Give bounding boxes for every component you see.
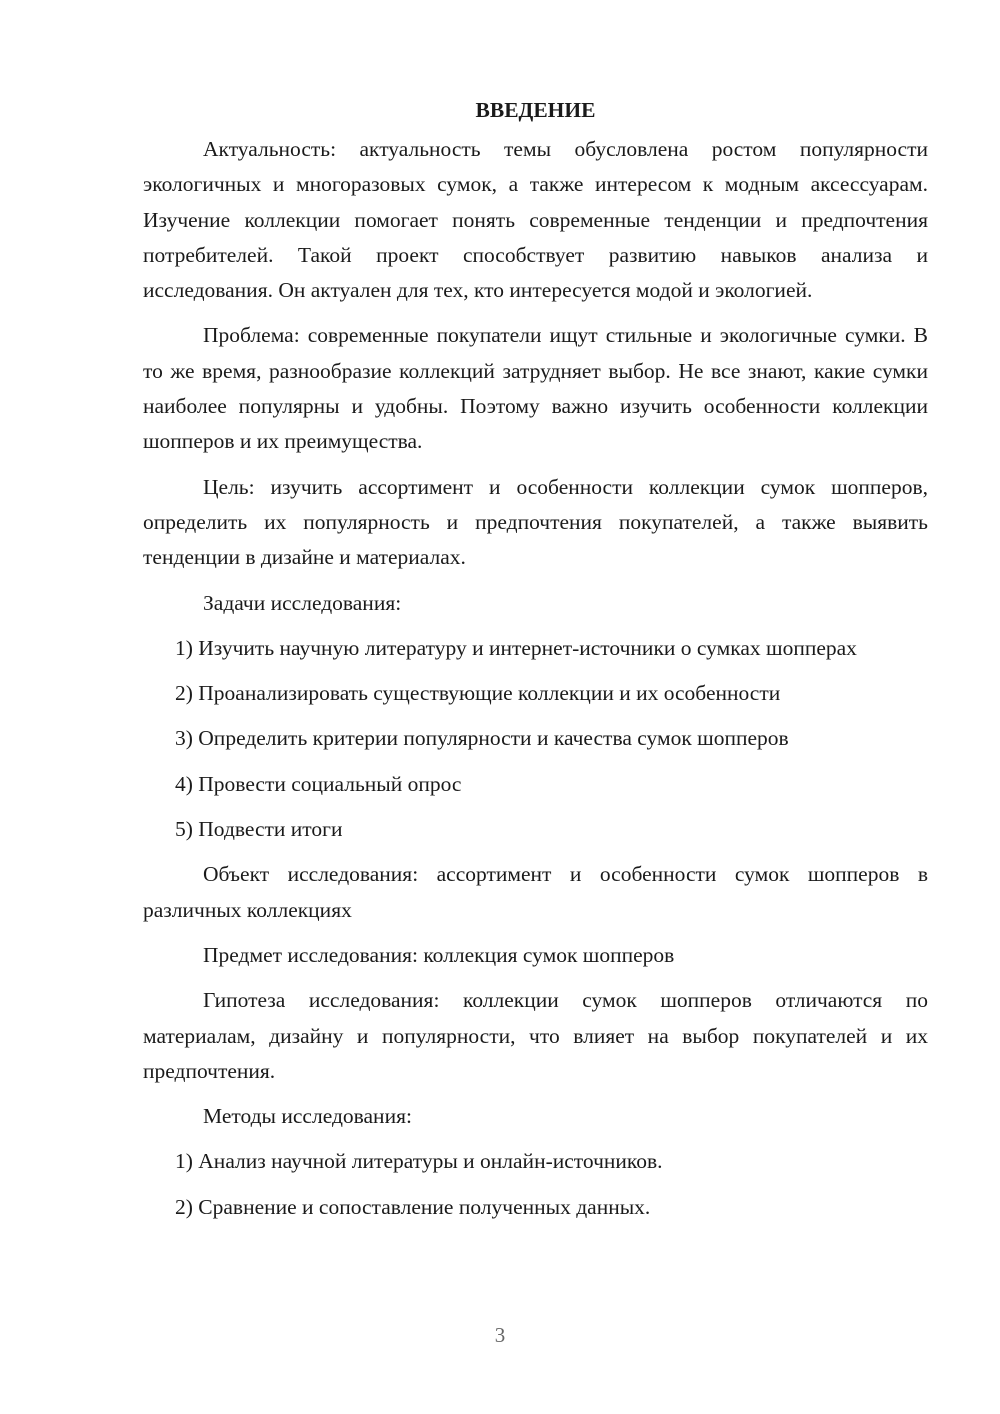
method-item: 1) Анализ научной литературы и онлайн-источников. bbox=[175, 1149, 663, 1174]
hypothesis-paragraph: Гипотеза исследования: коллекции сумок шопперов отличаются по материалам, дизайну и популярности, что влияет на выбор покупателей и их предпочтения. bbox=[143, 988, 928, 1083]
task-item: 5) Подвести итоги bbox=[175, 817, 343, 842]
document-page bbox=[143, 92, 928, 1235]
subject-paragraph: Предмет исследования: коллекция сумок шопперов bbox=[203, 942, 675, 967]
relevance-paragraph: Актуальность: актуальность темы обусловлена ростом популярности экологичных и многоразовых сумок, а также интересом к модным аксессуарам. Изучение коллекции помогает понять современные тенденции и предпочтения потребителей. Такой проект способствует развитию навыков анализа и исследования. Он актуален для тех, кто интересуется модой и экологией. bbox=[143, 137, 928, 303]
method-item: 2) Сравнение и сопоставление полученных данных. bbox=[175, 1194, 651, 1219]
methods-label: Методы исследования: bbox=[203, 1104, 412, 1129]
task-item: 1) Изучить научную литературу и интернет-источники о сумках шопперах bbox=[175, 635, 857, 660]
page-number: 3 bbox=[494, 1323, 506, 1347]
problem-paragraph: Проблема: современные покупатели ищут стильные и экологичные сумки. В то же время, разнообразие коллекций затрудняет выбор. Не все знают, какие сумки наиболее популярны и удобны. Поэтому важно изучить особенности коллекции шопперов и их преимущества. bbox=[143, 323, 928, 454]
task-item: 2) Проанализировать существующие коллекции и их особенности bbox=[175, 681, 781, 706]
tasks-label: Задачи исследования: bbox=[203, 590, 402, 615]
goal-paragraph: Цель: изучить ассортимент и особенности коллекции сумок шопперов, определить их популярность и предпочтения покупателей, а также выявить тенденции в дизайне и материалах. bbox=[143, 474, 928, 570]
section-title: ВВЕДЕНИЕ bbox=[475, 98, 596, 122]
task-item: 4) Провести социальный опрос bbox=[175, 771, 462, 796]
task-item: 3) Определить критерии популярности и качества сумок шопперов bbox=[175, 726, 789, 751]
object-paragraph: Объект исследования: ассортимент и особенности сумок шопперов в различных коллекциях bbox=[143, 862, 928, 922]
